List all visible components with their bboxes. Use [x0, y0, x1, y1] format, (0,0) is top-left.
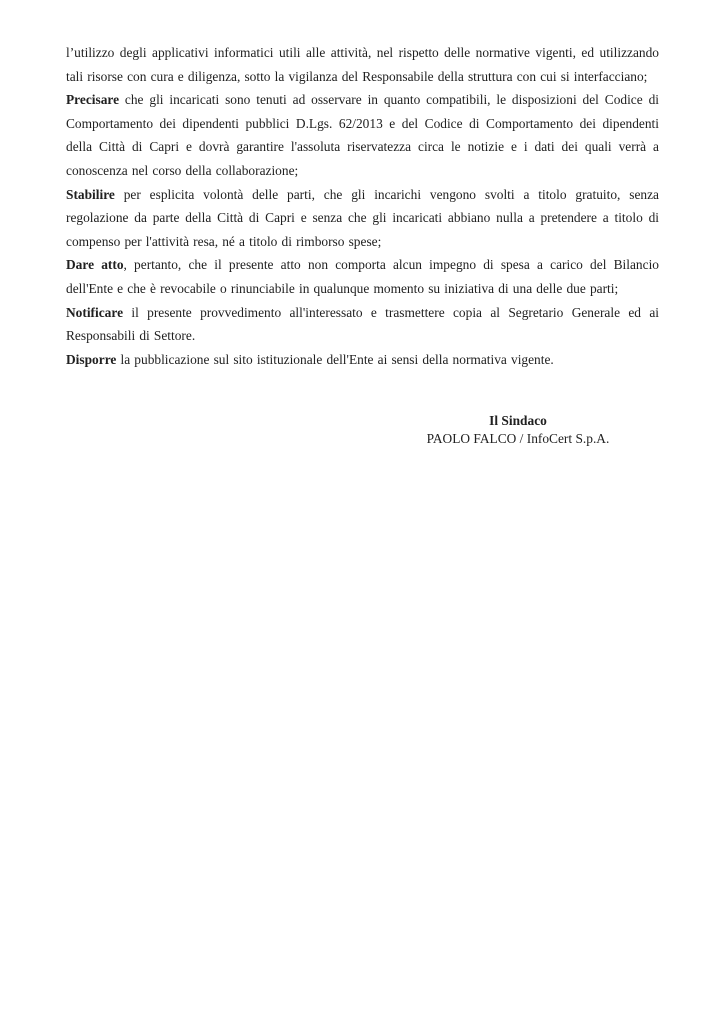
paragraph-stabilire — [66, 183, 659, 254]
paragraph-lead: Notificare — [66, 304, 124, 320]
paragraph-lead: Precisare — [66, 92, 120, 108]
paragraph-lead: Dare atto — [66, 257, 124, 273]
paragraph-text: il presente provvedimento all'interessato e trasmettere copia al Segretario Generale ed ai Responsabili di Settore. — [66, 304, 659, 344]
paragraph-text: l’utilizzo degli applicativi informatici utili alle attività, nel rispetto delle normative vigenti, ed utilizzando tali risorse con cura e diligenza, sotto la vigilanza del Responsabile della struttura con cui si interfacciano; — [66, 45, 659, 84]
paragraph-notificare — [66, 301, 659, 348]
paragraph-text: per esplicita volontà delle parti, che gli incarichi vengono svolti a titolo gratuito, senza regolazione da parte della Città di Capri e senza che gli incaricati abbiano nulla a pretendere a titolo di compenso per l'attività resa, né a titolo di rimborso spese; — [66, 186, 659, 249]
paragraph-text: la pubblicazione sul sito istituzionale dell'Ente ai sensi della normativa vigente. — [116, 351, 554, 367]
paragraph-lead: Stabilire — [66, 186, 115, 202]
signature-role: Il Sindaco — [489, 413, 547, 429]
paragraph-lead: Disporre — [66, 351, 117, 367]
paragraph-dare-atto — [66, 253, 659, 300]
signature-block — [378, 412, 658, 447]
paragraph-text: , pertanto, che il presente atto non comporta alcun impegno di spesa a carico del Bilancio dell'Ente e che è revocabile o rinunciabile in qualunque momento su iniziativa di una delle due parti; — [66, 257, 659, 296]
paragraph-precisare — [66, 88, 659, 182]
paragraph-text: che gli incaricati sono tenuti ad osservare in quanto compatibili, le disposizioni del Codice di Comportamento dei dipendenti pubblici D.Lgs. 62/2013 e del Codice di Comportamento dei dipendenti della Città di Capri e dovrà garantire l'assoluta riservatezza circa le notizie e i dati dei quali verrà a conoscenza nel corso della collaborazione; — [66, 92, 659, 178]
paragraph-disporre — [66, 348, 659, 372]
signature-name: PAOLO FALCO / InfoCert S.p.A. — [426, 430, 610, 446]
paragraph-continuation — [66, 41, 659, 88]
